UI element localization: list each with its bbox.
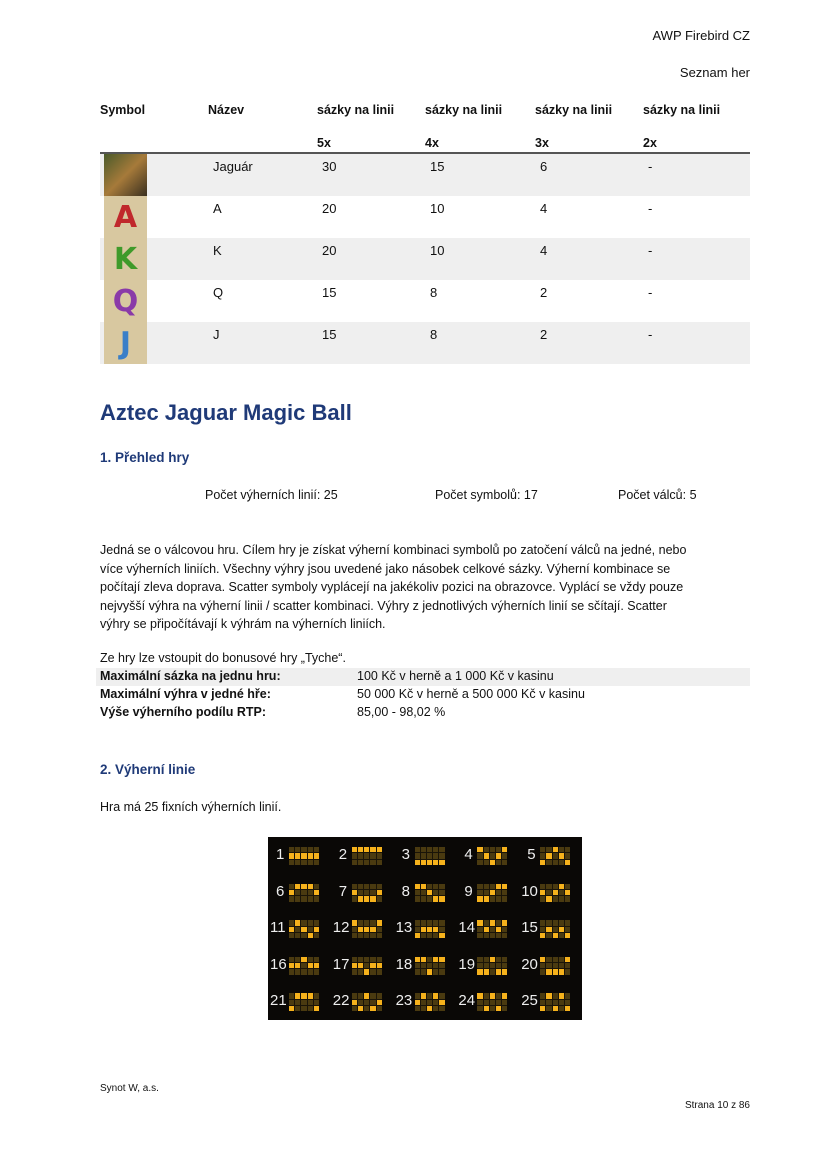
payline-2	[333, 838, 395, 874]
cell-value-5x: 30	[322, 159, 337, 174]
col-4x: sázky na linii	[425, 103, 503, 117]
payline-pattern	[352, 847, 382, 865]
payline-number: 21	[270, 992, 287, 1010]
summary-lines: Počet výherních linií: 25	[205, 488, 338, 502]
payline-pattern	[352, 993, 382, 1011]
payline-number: 22	[332, 992, 350, 1010]
summary-reels: Počet válců: 5	[618, 488, 697, 502]
payline-14	[458, 911, 520, 947]
cell-value-4x: 8	[430, 327, 438, 342]
letter-Q-symbol-icon: Q	[104, 280, 147, 322]
letter-A-symbol-icon: A	[104, 196, 147, 238]
payline-21	[270, 984, 332, 1020]
cell-value-2x: -	[648, 327, 653, 342]
payline-4	[458, 838, 520, 874]
col-3x: sázky na linii	[535, 103, 613, 117]
subcol-3x: 3x	[535, 136, 549, 150]
payline-pattern	[415, 993, 445, 1011]
fact-label-rtp: Výše výherního podílu RTP:	[100, 705, 266, 719]
payline-pattern	[540, 847, 570, 865]
payline-pattern	[415, 884, 445, 902]
cell-name: A	[213, 201, 222, 216]
payline-pattern	[289, 884, 319, 902]
paylines-image	[268, 837, 582, 1020]
payline-pattern	[540, 920, 570, 938]
col-symbol: Symbol	[100, 103, 146, 117]
payline-number: 7	[338, 882, 348, 900]
description-line: výhry se připočítávají k výhrám na výherních liniích.	[100, 617, 386, 631]
fact-value-rtp: 85,00 - 98,02 %	[357, 705, 446, 719]
cell-value-3x: 6	[540, 159, 548, 174]
cell-value-2x: -	[648, 285, 653, 300]
description-line: více výherních liniích. Všechny výhry jsou uvedené jako násobek celkové sázky. Výherní kombinace se	[100, 561, 671, 576]
payline-number: 2	[338, 846, 348, 863]
payline-number: 10	[521, 882, 538, 900]
payline-number: 23	[395, 992, 413, 1010]
cell-value-5x: 15	[322, 327, 337, 342]
payline-number: 3	[401, 846, 410, 863]
payline-18	[396, 948, 458, 984]
lines-text: Hra má 25 fixních výherních linií.	[100, 800, 282, 814]
letter-J-symbol-icon: J	[104, 322, 147, 364]
table-row	[100, 280, 750, 322]
cell-value-4x: 10	[430, 201, 445, 216]
payline-number: 12	[332, 919, 350, 937]
payline-number: 4	[464, 846, 473, 863]
payline-number: 9	[464, 882, 473, 900]
table-row	[100, 238, 750, 280]
payline-pattern	[477, 884, 507, 902]
game-title: Aztec Jaguar Magic Ball	[100, 400, 352, 425]
payline-12	[333, 911, 395, 947]
col-2x: sázky na linii	[643, 103, 721, 117]
cell-name: J	[213, 327, 220, 342]
payline-number: 14	[458, 919, 476, 937]
payline-7	[333, 875, 395, 911]
payline-pattern	[540, 884, 570, 902]
payline-pattern	[289, 920, 319, 938]
letter-K-symbol-icon: K	[104, 238, 147, 280]
payline-pattern	[289, 957, 319, 975]
fact-label-max-win: Maximální výhra v jedné hře:	[100, 687, 271, 701]
payline-20	[521, 948, 583, 984]
header-company: AWP Firebird CZ	[652, 28, 750, 43]
payline-pattern	[540, 957, 570, 975]
payline-8	[396, 875, 458, 911]
description	[100, 541, 686, 634]
payline-number: 1	[276, 846, 285, 863]
payline-16	[270, 948, 332, 984]
cell-value-5x: 20	[322, 243, 337, 258]
payline-pattern	[352, 884, 382, 902]
payline-number: 20	[521, 955, 538, 973]
fact-label-max-bet: Maximální sázka na jednu hru:	[100, 669, 281, 683]
cell-value-5x: 20	[322, 201, 337, 216]
payline-number: 15	[521, 919, 538, 937]
cell-name: Jaguár	[213, 159, 253, 174]
bonus-text: Ze hry lze vstoupit do bonusové hry „Tyche“.	[100, 651, 346, 665]
payline-6	[270, 875, 332, 911]
subcol-2x: 2x	[643, 136, 657, 150]
payline-pattern	[415, 957, 445, 975]
payline-number: 13	[395, 919, 413, 937]
col-5x: sázky na linii	[317, 103, 395, 117]
payline-9	[458, 875, 520, 911]
payline-pattern	[415, 847, 445, 865]
payline-15	[521, 911, 583, 947]
cell-value-3x: 2	[540, 285, 548, 300]
table-row	[100, 154, 750, 196]
payline-23	[396, 984, 458, 1020]
footer-page: Strana 10 z 86	[684, 1100, 750, 1111]
cell-value-3x: 4	[540, 243, 548, 258]
payline-pattern	[289, 993, 319, 1011]
payline-pattern	[477, 993, 507, 1011]
cell-value-2x: -	[648, 201, 653, 216]
description-line: nejvyšší výhra na výherní linii / scatter kombinaci. Výhry z jednotlivých výherních linií se sčítají. Scatter	[100, 598, 667, 613]
footer-company: Synot W, a.s.	[100, 1083, 159, 1094]
payline-number: 25	[521, 992, 538, 1010]
payline-11	[270, 911, 332, 947]
payline-pattern	[477, 920, 507, 938]
table-row	[100, 322, 750, 364]
payline-19	[458, 948, 520, 984]
jaguar-symbol-icon	[104, 154, 147, 196]
payline-number: 8	[401, 882, 410, 900]
payline-10	[521, 875, 583, 911]
payline-pattern	[352, 920, 382, 938]
col-name: Název	[208, 103, 245, 117]
description-line: Jedná se o válcovou hru. Cílem hry je získat výherní kombinaci symbolů po zatočení válců na jedné, nebo	[100, 543, 687, 557]
summary-symbols: Počet symbolů: 17	[435, 488, 538, 502]
payline-pattern	[289, 847, 319, 865]
fact-value-max-bet: 100 Kč v herně a 1 000 Kč v kasinu	[357, 669, 554, 683]
payline-25	[521, 984, 583, 1020]
subcol-4x: 4x	[425, 136, 439, 150]
description-line: počítají zleva doprava. Scatter symboly vyplácejí na jakékoliv pozici na obrazovce. Vyplácí se vždy pouze	[100, 580, 684, 594]
payline-13	[396, 911, 458, 947]
payline-number: 19	[458, 955, 476, 973]
payline-3	[396, 838, 458, 874]
payline-pattern	[352, 957, 382, 975]
cell-value-3x: 4	[540, 201, 548, 216]
payline-1	[270, 838, 332, 874]
payline-number: 16	[270, 955, 287, 973]
cell-value-2x: -	[648, 243, 653, 258]
payline-number: 5	[527, 846, 536, 863]
subcol-5x: 5x	[317, 136, 331, 150]
payline-pattern	[415, 920, 445, 938]
cell-value-3x: 2	[540, 327, 548, 342]
payline-24	[458, 984, 520, 1020]
payline-number: 17	[332, 955, 350, 973]
payline-pattern	[477, 847, 507, 865]
payline-pattern	[540, 993, 570, 1011]
cell-value-4x: 15	[430, 159, 445, 174]
payline-5	[521, 838, 583, 874]
payline-17	[333, 948, 395, 984]
overview-heading: 1. Přehled hry	[100, 450, 190, 465]
cell-value-5x: 15	[322, 285, 337, 300]
cell-value-4x: 8	[430, 285, 438, 300]
payline-number: 11	[270, 919, 286, 937]
cell-value-2x: -	[648, 159, 653, 174]
cell-value-4x: 10	[430, 243, 445, 258]
payline-22	[333, 984, 395, 1020]
payline-number: 6	[276, 882, 285, 900]
cell-name: Q	[213, 285, 224, 300]
payline-pattern	[477, 957, 507, 975]
cell-name: K	[213, 243, 222, 258]
table-row	[100, 196, 750, 238]
payline-number: 24	[458, 992, 476, 1010]
lines-heading: 2. Výherní linie	[100, 762, 196, 777]
payline-number: 18	[395, 955, 413, 973]
header-section: Seznam her	[679, 65, 750, 80]
fact-value-max-win: 50 000 Kč v herně a 500 000 Kč v kasinu	[357, 687, 585, 701]
